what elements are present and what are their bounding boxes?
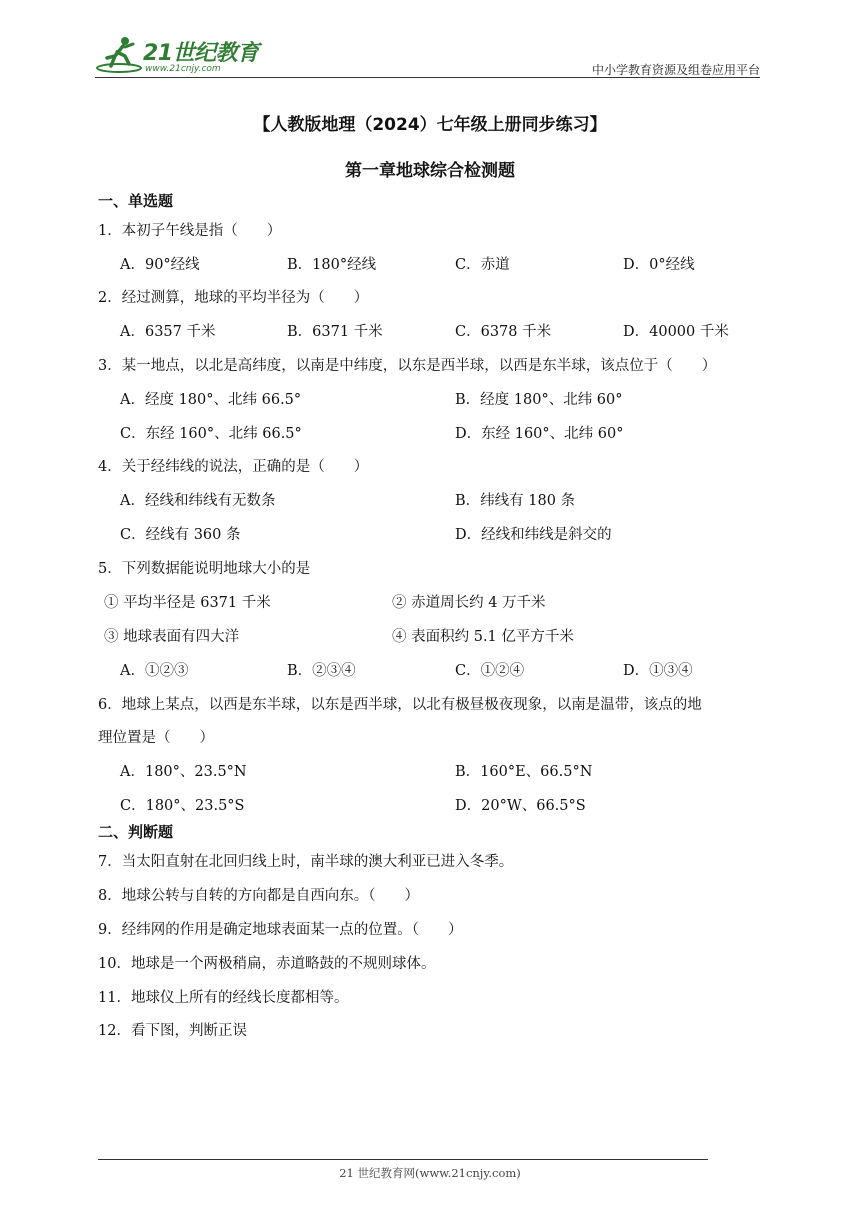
option-d: D．0°经线: [623, 257, 695, 273]
option-c: C．赤道: [455, 257, 510, 273]
option-d: D．经线和纬线是斜交的: [455, 527, 612, 543]
option-d: D．20°W、66.5°S: [455, 798, 586, 814]
option-d: D．40000 千米: [623, 324, 729, 340]
question-stem: 6．地球上某点，以西是东半球，以东是西半球，以北有极昼极夜现象，以南是温带，该点的地: [98, 697, 702, 713]
logo-url: www.21cnjy.com: [145, 64, 221, 74]
question-stem: 7．当太阳直射在北回归线上时，南半球的澳大利亚已进入冬季。: [98, 854, 514, 870]
question-stem: 2．经过测算，地球的平均半径为（ ）: [98, 290, 369, 306]
page-subtitle: 第一章地球综合检测题: [345, 161, 515, 181]
option-c: C．①②④: [455, 663, 525, 679]
option-b: B．纬线有 180 条: [455, 493, 576, 509]
question-stem: 3．某一地点，以北是高纬度，以南是中纬度，以东是西半球，以西是东半球，该点位于（ ）: [98, 358, 717, 374]
statement-item: ① 平均半径是 6371 千米: [104, 595, 271, 611]
option-b: B．②③④: [287, 663, 356, 679]
page-footer: 21 世纪教育网(www.21cnjy.com): [339, 1166, 521, 1180]
section-heading-single-choice: 一、单选题: [98, 192, 174, 210]
header-divider: [95, 77, 760, 78]
question-stem: 9．经纬网的作用是确定地球表面某一点的位置。（ ）: [98, 922, 463, 938]
question-stem: 10．地球是一个两极稍扁，赤道略鼓的不规则球体。: [98, 956, 436, 972]
header-tagline: 中小学教育资源及组卷应用平台: [591, 63, 760, 77]
option-b: B．180°经线: [287, 257, 377, 273]
logo-text: 21世纪教育: [143, 41, 259, 66]
option-a: A．经线和纬线有无数条: [120, 493, 276, 509]
option-c: C．经线有 360 条: [120, 527, 241, 543]
question-stem: 8．地球公转与自转的方向都是自西向东。（ ）: [98, 888, 419, 904]
option-b: B．经度 180°、北纬 60°: [455, 392, 623, 408]
option-b: B．160°E、66.5°N: [455, 764, 593, 780]
statement-item: ③ 地球表面有四大洋: [104, 629, 240, 645]
question-stem: 4．关于经纬线的说法，正确的是（ ）: [98, 459, 369, 475]
question-stem: 11．地球仪上所有的经线长度都相等。: [98, 990, 349, 1006]
option-b: B．6371 千米: [287, 324, 383, 340]
option-a: A．经度 180°、北纬 66.5°: [120, 392, 302, 408]
footer-divider: [98, 1159, 708, 1160]
runner-logo-icon: [95, 34, 145, 76]
page-title: 【人教版地理（2024）七年级上册同步练习】: [253, 115, 607, 135]
statement-item: ② 赤道周长约 4 万千米: [392, 595, 546, 611]
question-stem: 1．本初子午线是指（ ）: [98, 223, 282, 239]
question-stem: 12．看下图，判断正误: [98, 1023, 247, 1039]
option-d: D．东经 160°、北纬 60°: [455, 426, 624, 442]
option-d: D．①③④: [623, 663, 693, 679]
question-stem-continued: 理位置是（ ）: [98, 730, 214, 746]
site-logo: [95, 34, 265, 76]
option-a: A．①②③: [120, 663, 189, 679]
section-heading-true-false: 二、判断题: [98, 823, 174, 841]
option-a: A．6357 千米: [120, 324, 216, 340]
question-stem: 5．下列数据能说明地球大小的是: [98, 561, 311, 577]
option-c: C．东经 160°、北纬 66.5°: [120, 426, 302, 442]
option-c: C．180°、23.5°S: [120, 798, 245, 814]
option-c: C．6378 千米: [455, 324, 552, 340]
page-header: [95, 34, 760, 78]
option-a: A．180°、23.5°N: [120, 764, 247, 780]
option-a: A．90°经线: [120, 257, 200, 273]
statement-item: ④ 表面积约 5.1 亿平方千米: [392, 629, 574, 645]
